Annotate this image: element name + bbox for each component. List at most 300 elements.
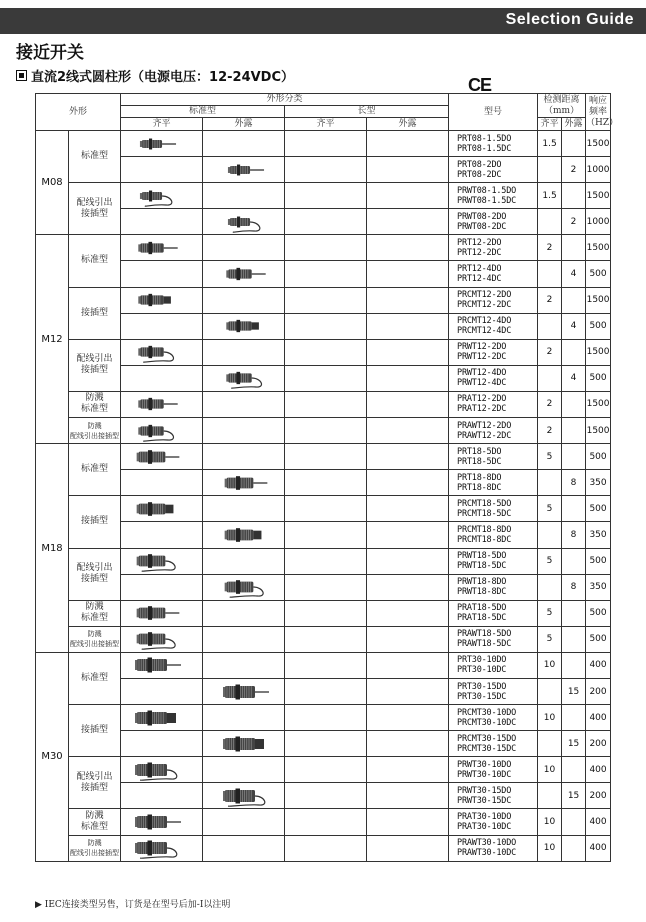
- frequency-cell: 400: [586, 705, 611, 731]
- series-cell: M30: [36, 652, 69, 861]
- distance-nonflush-cell: 15: [562, 731, 586, 757]
- model-number: PRWT12-4DO: [457, 368, 507, 379]
- table-row: [36, 705, 611, 731]
- empty-cell: [367, 391, 449, 417]
- table-row: [36, 678, 611, 704]
- distance-flush-cell: 10: [538, 835, 562, 861]
- model-cell: [449, 418, 538, 444]
- table-row: [36, 235, 611, 261]
- frequency-cell: 500: [586, 548, 611, 574]
- sensor-image: [203, 574, 285, 600]
- empty-cell: [367, 313, 449, 339]
- model-number: PRWT08-2DC: [457, 221, 507, 232]
- style-cell: 配线引出 接插型: [69, 339, 121, 391]
- distance-nonflush-cell: [562, 418, 586, 444]
- selection-table: [35, 93, 619, 862]
- frequency-cell: 1500: [586, 391, 611, 417]
- empty-cell: [285, 496, 367, 522]
- header-long-flush: 齐平: [285, 118, 367, 131]
- frequency-cell: 1000: [586, 157, 611, 183]
- sensor-image: [203, 365, 285, 391]
- empty-cell: [367, 287, 449, 313]
- model-number: PRT18-5DO: [457, 446, 502, 457]
- empty-cell: [203, 235, 285, 261]
- empty-cell: [121, 678, 203, 704]
- empty-cell: [285, 652, 367, 678]
- header-distance: 检测距离（mm）: [538, 94, 586, 118]
- empty-cell: [367, 705, 449, 731]
- model-number: PRT18-8DO: [457, 472, 502, 483]
- empty-cell: [121, 365, 203, 391]
- style-cell: 防溅 配线引出接插型: [69, 626, 121, 652]
- empty-cell: [285, 183, 367, 209]
- empty-cell: [203, 183, 285, 209]
- model-number: PRT08-1.5DC: [457, 143, 512, 154]
- empty-cell: [285, 600, 367, 626]
- empty-cell: [367, 235, 449, 261]
- style-cell: 防溅 配线引出接插型: [69, 418, 121, 444]
- distance-nonflush-cell: [562, 626, 586, 652]
- subtitle-text: 直流2线式圆柱形（电源电压：12-24VDC）: [31, 70, 295, 85]
- empty-cell: [285, 209, 367, 235]
- distance-nonflush-cell: [562, 131, 586, 157]
- distance-nonflush-cell: [562, 809, 586, 835]
- style-cell: 标准型: [69, 652, 121, 704]
- model-number: PRAT18-5DO: [457, 603, 507, 614]
- sensor-image: [121, 287, 203, 313]
- empty-cell: [367, 157, 449, 183]
- model-cell: [449, 626, 538, 652]
- distance-nonflush-cell: [562, 391, 586, 417]
- sensor-image: [203, 678, 285, 704]
- table-row: [36, 731, 611, 757]
- model-cell: [449, 496, 538, 522]
- sensor-image: [121, 391, 203, 417]
- distance-flush-cell: [538, 470, 562, 496]
- empty-cell: [367, 470, 449, 496]
- frequency-cell: 400: [586, 835, 611, 861]
- empty-cell: [285, 548, 367, 574]
- model-number: PRWT30-15DC: [457, 795, 512, 806]
- model-cell: [449, 391, 538, 417]
- table-row: [36, 209, 611, 235]
- empty-cell: [367, 418, 449, 444]
- frequency-cell: 400: [586, 757, 611, 783]
- model-cell: [449, 522, 538, 548]
- empty-cell: [121, 522, 203, 548]
- model-number: PRCMT18-5DC: [457, 508, 512, 519]
- empty-cell: [285, 731, 367, 757]
- distance-flush-cell: 5: [538, 626, 562, 652]
- style-cell: 标准型: [69, 444, 121, 496]
- table-row: [36, 261, 611, 287]
- empty-cell: [367, 548, 449, 574]
- model-number: PRWT12-4DC: [457, 378, 507, 389]
- empty-cell: [121, 470, 203, 496]
- empty-cell: [285, 157, 367, 183]
- distance-nonflush-cell: 8: [562, 522, 586, 548]
- table-row: [36, 418, 611, 444]
- series-cell: M18: [36, 444, 69, 653]
- distance-flush-cell: [538, 574, 562, 600]
- footnote: ▶ IEC连接类型另售，订货是在型号后加-I以注明: [35, 900, 231, 910]
- model-number: PRWT30-15DO: [457, 785, 512, 796]
- table-body: [36, 131, 611, 862]
- model-number: PRAWT12-2DO: [457, 420, 512, 431]
- page-title: 接近开关: [16, 43, 84, 63]
- sensor-image: [121, 418, 203, 444]
- sensor-image: [121, 131, 203, 157]
- table-row: [36, 496, 611, 522]
- model-number: PRWT12-2DC: [457, 352, 507, 363]
- distance-nonflush-cell: [562, 496, 586, 522]
- model-number: PRCMT18-8DO: [457, 524, 512, 535]
- style-cell: 标准型: [69, 131, 121, 183]
- distance-flush-cell: 5: [538, 600, 562, 626]
- style-cell: 接插型: [69, 496, 121, 548]
- model-number: PRT12-2DO: [457, 237, 502, 248]
- empty-cell: [203, 339, 285, 365]
- frequency-cell: 1500: [586, 339, 611, 365]
- ce-mark: CE: [468, 75, 492, 95]
- header-appearance: 外形: [36, 94, 121, 131]
- table-row: [36, 444, 611, 470]
- distance-flush-cell: 10: [538, 809, 562, 835]
- style-cell: 标准型: [69, 235, 121, 287]
- header-standard: 标准型: [121, 106, 285, 118]
- distance-flush-cell: 5: [538, 444, 562, 470]
- style-cell: 配线引出 接插型: [69, 548, 121, 600]
- model-cell: [449, 548, 538, 574]
- sensor-image: [203, 261, 285, 287]
- model-cell: [449, 652, 538, 678]
- distance-flush-cell: [538, 313, 562, 339]
- style-cell: 接插型: [69, 705, 121, 757]
- sensor-image: [121, 626, 203, 652]
- model-cell: [449, 365, 538, 391]
- distance-flush-cell: 5: [538, 548, 562, 574]
- sensor-image: [121, 235, 203, 261]
- model-number: PRAWT30-10DC: [457, 848, 517, 859]
- model-number: PRT08-2DC: [457, 169, 502, 180]
- header-title: Selection Guide: [505, 11, 634, 28]
- model-cell: [449, 183, 538, 209]
- empty-cell: [285, 522, 367, 548]
- distance-nonflush-cell: [562, 835, 586, 861]
- model-number: PRCMT12-4DC: [457, 326, 512, 337]
- frequency-cell: 500: [586, 313, 611, 339]
- checkbox-square-icon: [16, 70, 27, 81]
- empty-cell: [367, 600, 449, 626]
- empty-cell: [203, 705, 285, 731]
- distance-nonflush-cell: [562, 183, 586, 209]
- empty-cell: [285, 391, 367, 417]
- table-row: [36, 339, 611, 365]
- empty-cell: [367, 626, 449, 652]
- empty-cell: [285, 339, 367, 365]
- model-cell: [449, 313, 538, 339]
- model-number: PRAWT18-5DO: [457, 629, 512, 640]
- table-row: [36, 313, 611, 339]
- empty-cell: [285, 835, 367, 861]
- style-cell: 防溅 标准型: [69, 809, 121, 835]
- header-long: 长型: [285, 106, 449, 118]
- model-cell: [449, 157, 538, 183]
- empty-cell: [285, 809, 367, 835]
- frequency-cell: 1500: [586, 287, 611, 313]
- sensor-image: [203, 731, 285, 757]
- model-number: PRT30-10DC: [457, 665, 507, 676]
- distance-nonflush-cell: [562, 600, 586, 626]
- distance-nonflush-cell: 8: [562, 470, 586, 496]
- model-number: PRAWT12-2DC: [457, 430, 512, 441]
- sensor-image: [121, 757, 203, 783]
- section-subtitle: [16, 66, 294, 85]
- distance-nonflush-cell: 15: [562, 678, 586, 704]
- distance-nonflush-cell: 15: [562, 783, 586, 809]
- model-number: PRAT30-10DC: [457, 821, 512, 832]
- table-row: [36, 652, 611, 678]
- distance-nonflush-cell: [562, 339, 586, 365]
- model-number: PRT18-8DC: [457, 482, 502, 493]
- model-number: PRCMT12-2DO: [457, 290, 512, 301]
- empty-cell: [285, 757, 367, 783]
- frequency-cell: 500: [586, 600, 611, 626]
- sensor-image: [121, 548, 203, 574]
- model-number: PRT18-5DC: [457, 456, 502, 467]
- empty-cell: [285, 261, 367, 287]
- distance-nonflush-cell: 4: [562, 261, 586, 287]
- frequency-cell: 350: [586, 522, 611, 548]
- empty-cell: [285, 678, 367, 704]
- sensor-image: [121, 444, 203, 470]
- model-number: PRAT12-2DC: [457, 404, 507, 415]
- model-cell: [449, 444, 538, 470]
- model-number: PRCMT30-15DC: [457, 743, 517, 754]
- model-cell: [449, 339, 538, 365]
- table-row: [36, 470, 611, 496]
- model-number: PRT12-2DC: [457, 247, 502, 258]
- empty-cell: [203, 626, 285, 652]
- model-number: PRWT30-10DO: [457, 759, 512, 770]
- model-cell: [449, 835, 538, 861]
- empty-cell: [121, 209, 203, 235]
- model-number: PRAT18-5DC: [457, 613, 507, 624]
- model-number: PRT08-1.5DO: [457, 133, 512, 144]
- distance-nonflush-cell: [562, 287, 586, 313]
- empty-cell: [203, 444, 285, 470]
- frequency-cell: 1500: [586, 131, 611, 157]
- table-row: [36, 835, 611, 861]
- empty-cell: [285, 444, 367, 470]
- empty-cell: [285, 131, 367, 157]
- sensor-image: [121, 496, 203, 522]
- model-cell: [449, 131, 538, 157]
- distance-flush-cell: 2: [538, 235, 562, 261]
- frequency-cell: 1000: [586, 209, 611, 235]
- model-number: PRAWT30-10DO: [457, 838, 517, 849]
- model-number: PRWT08-1.5DO: [457, 185, 517, 196]
- model-cell: [449, 209, 538, 235]
- model-cell: [449, 235, 538, 261]
- empty-cell: [203, 496, 285, 522]
- empty-cell: [121, 261, 203, 287]
- table-row: [36, 783, 611, 809]
- sensor-image: [203, 157, 285, 183]
- empty-cell: [121, 783, 203, 809]
- model-number: PRT30-10DO: [457, 655, 507, 666]
- series-cell: M08: [36, 131, 69, 235]
- empty-cell: [367, 574, 449, 600]
- distance-nonflush-cell: 2: [562, 209, 586, 235]
- table-row: [36, 548, 611, 574]
- distance-nonflush-cell: 2: [562, 157, 586, 183]
- frequency-cell: 400: [586, 809, 611, 835]
- model-number: PRCMT12-4DO: [457, 316, 512, 327]
- model-cell: [449, 261, 538, 287]
- table-row: [36, 183, 611, 209]
- model-cell: [449, 705, 538, 731]
- model-cell: [449, 574, 538, 600]
- model-number: PRT30-15DC: [457, 691, 507, 702]
- empty-cell: [285, 313, 367, 339]
- frequency-cell: 500: [586, 365, 611, 391]
- table-row: [36, 522, 611, 548]
- sensor-image: [203, 313, 285, 339]
- sensor-image: [121, 652, 203, 678]
- sensor-image: [121, 600, 203, 626]
- empty-cell: [285, 365, 367, 391]
- distance-flush-cell: [538, 209, 562, 235]
- table-row: [36, 626, 611, 652]
- sensor-image: [121, 183, 203, 209]
- model-number: PRT08-2DO: [457, 159, 502, 170]
- frequency-cell: 500: [586, 261, 611, 287]
- distance-nonflush-cell: 8: [562, 574, 586, 600]
- model-number: PRWT18-5DC: [457, 561, 507, 572]
- distance-flush-cell: 2: [538, 287, 562, 313]
- table-row: [36, 809, 611, 835]
- distance-flush-cell: 10: [538, 705, 562, 731]
- empty-cell: [367, 731, 449, 757]
- distance-flush-cell: [538, 678, 562, 704]
- distance-nonflush-cell: [562, 548, 586, 574]
- model-number: PRCMT30-15DO: [457, 733, 517, 744]
- empty-cell: [367, 809, 449, 835]
- sensor-image: [121, 835, 203, 861]
- header-classification: 外形分类: [121, 94, 449, 106]
- header-long-nonflush: 外露: [367, 118, 449, 131]
- empty-cell: [367, 522, 449, 548]
- model-number: PRWT30-10DC: [457, 769, 512, 780]
- table-row: [36, 391, 611, 417]
- model-cell: [449, 287, 538, 313]
- header: [0, 8, 646, 34]
- empty-cell: [203, 287, 285, 313]
- empty-cell: [367, 183, 449, 209]
- distance-flush-cell: 5: [538, 496, 562, 522]
- frequency-cell: 500: [586, 496, 611, 522]
- distance-flush-cell: [538, 261, 562, 287]
- distance-flush-cell: 2: [538, 391, 562, 417]
- empty-cell: [203, 809, 285, 835]
- empty-cell: [203, 131, 285, 157]
- sensor-image: [203, 470, 285, 496]
- empty-cell: [285, 626, 367, 652]
- empty-cell: [285, 470, 367, 496]
- distance-flush-cell: [538, 157, 562, 183]
- distance-flush-cell: 1.5: [538, 183, 562, 209]
- frequency-cell: 400: [586, 652, 611, 678]
- model-number: PRWT12-2DO: [457, 342, 507, 353]
- series-cell: M12: [36, 235, 69, 444]
- empty-cell: [367, 496, 449, 522]
- empty-cell: [285, 574, 367, 600]
- empty-cell: [367, 365, 449, 391]
- empty-cell: [203, 600, 285, 626]
- distance-nonflush-cell: 4: [562, 313, 586, 339]
- header-dist-nonflush: 外露: [562, 118, 586, 131]
- header-frequency: 响应频率（HZ）: [586, 94, 611, 131]
- model-cell: [449, 757, 538, 783]
- empty-cell: [121, 157, 203, 183]
- distance-flush-cell: [538, 365, 562, 391]
- empty-cell: [121, 574, 203, 600]
- empty-cell: [121, 313, 203, 339]
- model-number: PRAWT18-5DC: [457, 639, 512, 650]
- model-cell: [449, 731, 538, 757]
- header-dist-flush: 齐平: [538, 118, 562, 131]
- style-cell: 接插型: [69, 287, 121, 339]
- empty-cell: [285, 287, 367, 313]
- style-cell: 防溅 标准型: [69, 600, 121, 626]
- empty-cell: [121, 731, 203, 757]
- table-row: [36, 287, 611, 313]
- model-number: PRCMT12-2DC: [457, 300, 512, 311]
- sensor-image: [121, 809, 203, 835]
- sensor-image: [203, 209, 285, 235]
- model-cell: [449, 783, 538, 809]
- sensor-image: [121, 705, 203, 731]
- model-number: PRWT08-1.5DC: [457, 195, 517, 206]
- model-number: PRAT30-10DO: [457, 811, 512, 822]
- sensor-image: [203, 522, 285, 548]
- distance-nonflush-cell: [562, 235, 586, 261]
- table-row: [36, 574, 611, 600]
- model-number: PRCMT30-10DC: [457, 717, 517, 728]
- empty-cell: [367, 783, 449, 809]
- distance-flush-cell: 10: [538, 652, 562, 678]
- empty-cell: [367, 757, 449, 783]
- distance-nonflush-cell: 4: [562, 365, 586, 391]
- empty-cell: [203, 548, 285, 574]
- empty-cell: [203, 652, 285, 678]
- frequency-cell: 200: [586, 731, 611, 757]
- model-cell: [449, 600, 538, 626]
- header-std-flush: 齐平: [121, 118, 203, 131]
- model-number: PRCMT30-10DO: [457, 707, 517, 718]
- empty-cell: [285, 783, 367, 809]
- empty-cell: [367, 444, 449, 470]
- style-cell: 防溅 标准型: [69, 391, 121, 417]
- model-cell: [449, 809, 538, 835]
- distance-flush-cell: 1.5: [538, 131, 562, 157]
- empty-cell: [367, 339, 449, 365]
- model-cell: [449, 678, 538, 704]
- style-cell: 防溅 配线引出接插型: [69, 835, 121, 861]
- empty-cell: [367, 835, 449, 861]
- model-number: PRWT18-8DO: [457, 577, 507, 588]
